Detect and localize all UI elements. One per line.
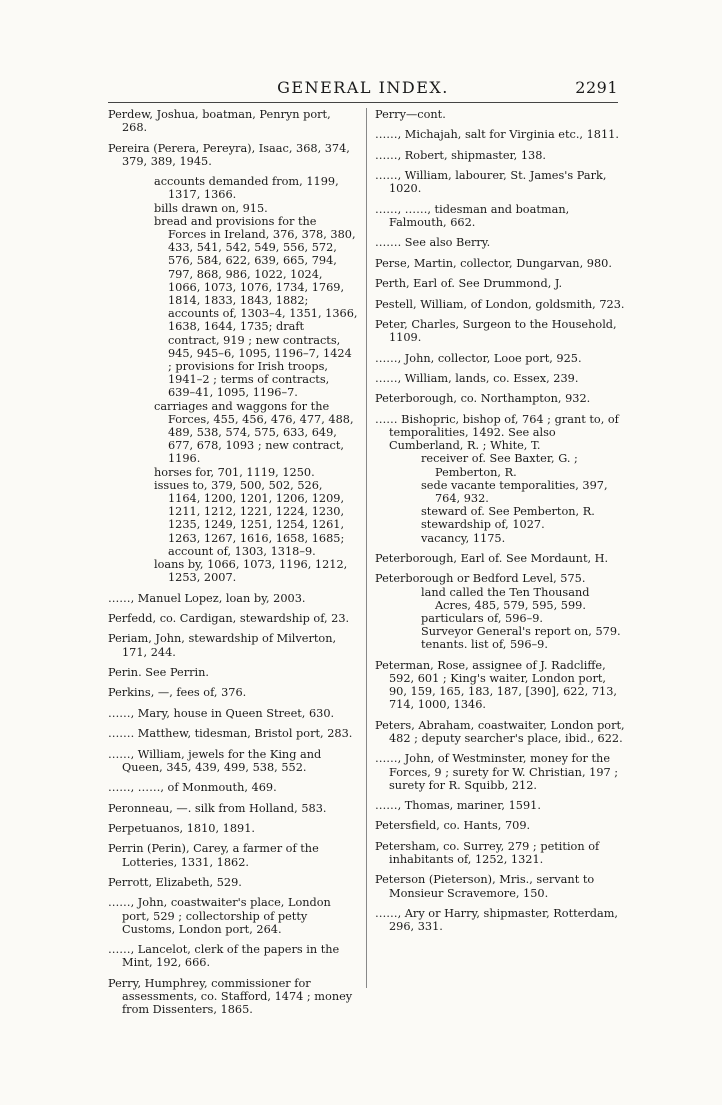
page-number: 2291	[575, 78, 618, 97]
index-entry: Periam, John, stewardship of Milverton, 171, 244.	[108, 632, 337, 659]
index-entry: Perry, Humphrey, commissioner for assessments, co. Stafford, 1474 ; money from Dissenters, 1865.	[108, 976, 353, 1017]
index-entry: Perdew, Joshua, boatman, Penryn port, 268.	[108, 108, 331, 135]
index-entry: Peters, Abraham, coastwaiter, London port, 482 ; deputy searcher's place, ibid., 622.	[375, 718, 625, 745]
index-entry: Perse, Martin, collector, Dungarvan, 980.	[375, 256, 612, 270]
index-column-left	[108, 108, 358, 1024]
index-entry: ……, John, collector, Looe port, 925.	[375, 351, 582, 365]
index-entry: Perry—cont.	[375, 108, 446, 121]
header-rule	[108, 102, 618, 103]
index-entry: ……, William, labourer, St. James's Park, 1020.	[375, 169, 607, 196]
index-entry: Peronneau, —. silk from Holland, 583.	[108, 801, 327, 815]
index-entry: Peterman, Rose, assignee of J. Radcliffe, 592, 601 ; King's waiter, London port, 90, 159, 165, 183, 187, [390], 622, 713, 714, 1000, 1346.	[375, 658, 617, 712]
index-entry: Perth, Earl of. See Drummond, J.	[375, 277, 563, 291]
index-entry: ……. See also Berry.	[375, 236, 491, 250]
index-entry: ……, Mary, house in Queen Street, 630.	[108, 706, 335, 720]
index-subentry: horses for, 701, 1119, 1250.	[154, 465, 315, 479]
index-entry: Pereira (Perera, Pereyra), Isaac, 368, 374, 379, 389, 1945.	[108, 141, 350, 168]
index-entry: Perin. See Perrin.	[108, 666, 210, 680]
index-entry: Perfedd, co. Cardigan, stewardship of, 23.	[108, 612, 350, 626]
index-subentry: bread and provisions for the Forces in Ireland, 376, 378, 380, 433, 541, 542, 549, 556, 572, 576, 584, 622, 639, 665, 794, 797, 868, 986, 1022, 1024, 1066, 1073, 1076, 1734, 1769, 1814, 1833, 1843, 1882; accounts of, 1303–4, 1351, 1366, 1638, 1644, 1735; draft contract, 919 ; new contracts, 945, 945–6, 1095, 1196–7, 1424 ; provisions for Irish troops, 1941–2 ; terms of contracts, 639–41, 1095, 1196–7.	[154, 214, 358, 400]
index-entry: Perrin (Perin), Carey, a farmer of the Lotteries, 1331, 1862.	[108, 842, 319, 869]
index-subentry: steward of. See Pemberton, R.	[421, 505, 595, 519]
index-subentry: sede vacante temporalities, 397, 764, 932.	[421, 478, 608, 505]
index-subentry: issues to, 379, 500, 502, 526, 1164, 1200, 1201, 1206, 1209, 1211, 1212, 1221, 1224, 1230, 1235, 1249, 1251, 1254, 1261, 1263, 1267, 1616, 1658, 1685; account of, 1303, 1318–9.	[154, 478, 345, 558]
column-divider	[366, 108, 367, 988]
index-subentry: tenants. list of, 596–9.	[421, 638, 548, 652]
index-entry: Peterborough, co. Northampton, 932.	[375, 392, 591, 406]
index-subentry: bills drawn on, 915.	[154, 201, 268, 215]
index-entry: ……, Robert, shipmaster, 138.	[375, 148, 547, 162]
index-entry: ……, Ary or Harry, shipmaster, Rotterdam, 296, 331.	[375, 907, 619, 934]
index-column-right	[375, 108, 625, 941]
page-title: GENERAL INDEX.	[277, 78, 449, 97]
index-entry: Pestell, William, of London, goldsmith, 723.	[375, 297, 625, 311]
index-entry: Peter, Charles, Surgeon to the Household, 1109.	[375, 317, 617, 345]
index-entry: ……, ……, of Monmouth, 469.	[108, 781, 277, 795]
index-subentry: Surveyor General's report on, 579.	[421, 625, 621, 639]
page-header	[108, 78, 618, 100]
index-entry: ……, William, jewels for the King and Queen, 345, 439, 499, 538, 552.	[108, 747, 322, 774]
index-entry: Peterborough, Earl of. See Mordaunt, H.	[375, 551, 609, 565]
index-entry: ……, Thomas, mariner, 1591.	[375, 799, 541, 813]
index-entry: ……, ……, tidesman and boatman, Falmouth, 662.	[375, 202, 570, 229]
index-subentry: carriages and waggons for the Forces, 455, 456, 476, 477, 488, 489, 538, 574, 575, 633, 649, 677, 678, 1093 ; new contract, 1196.	[154, 399, 354, 466]
index-entry: ……, Manuel Lopez, loan by, 2003.	[108, 591, 306, 605]
index-entry: ……, John, of Westminster, money for the Forces, 9 ; surety for W. Christian, 197 ; surety for R. Squibb, 212.	[375, 752, 619, 792]
index-entry: Peterborough or Bedford Level, 575.	[375, 572, 586, 586]
index-entry: ……, William, lands, co. Essex, 239.	[375, 371, 579, 385]
index-entry: ……, John, coastwaiter's place, London port, 529 ; collectorship of petty Customs, London port, 264.	[108, 896, 331, 936]
index-subentry: vacancy, 1175.	[421, 531, 506, 545]
index-entry: Perkins, —, fees of, 376.	[108, 686, 247, 700]
index-entry: ……, Michajah, salt for Virginia etc., 1811.	[375, 128, 619, 142]
index-entry: …… Bishopric, bishop of, 764 ; grant to, of temporalities, 1492. See also Cumberland, R. ; White, T.	[375, 412, 619, 453]
index-entry: Peterson (Pieterson), Mris., servant to Monsieur Scravemore, 150.	[375, 873, 595, 900]
index-entry: Petersfield, co. Hants, 709.	[375, 819, 531, 833]
index-subentry: loans by, 1066, 1073, 1196, 1212, 1253, 2007.	[154, 558, 348, 585]
index-subentry: stewardship of, 1027.	[421, 518, 545, 532]
index-subentry: particulars of, 596–9.	[421, 611, 544, 625]
index-entry: ……. Matthew, tidesman, Bristol port, 283.	[108, 727, 353, 741]
index-subentry: receiver of. See Baxter, G. ; Pemberton, R.	[421, 452, 578, 479]
index-entry: Perrott, Elizabeth, 529.	[108, 875, 242, 889]
index-subentry: accounts demanded from, 1199, 1317, 1366.	[154, 175, 339, 202]
index-entry: ……, Lancelot, clerk of the papers in the Mint, 192, 666.	[108, 943, 340, 970]
index-entry: Perpetuanos, 1810, 1891.	[108, 821, 255, 835]
index-entry: Petersham, co. Surrey, 279 ; petition of inhabitants of, 1252, 1321.	[375, 839, 600, 867]
index-subentry: land called the Ten Thousand Acres, 485, 579, 595, 599.	[421, 585, 590, 612]
